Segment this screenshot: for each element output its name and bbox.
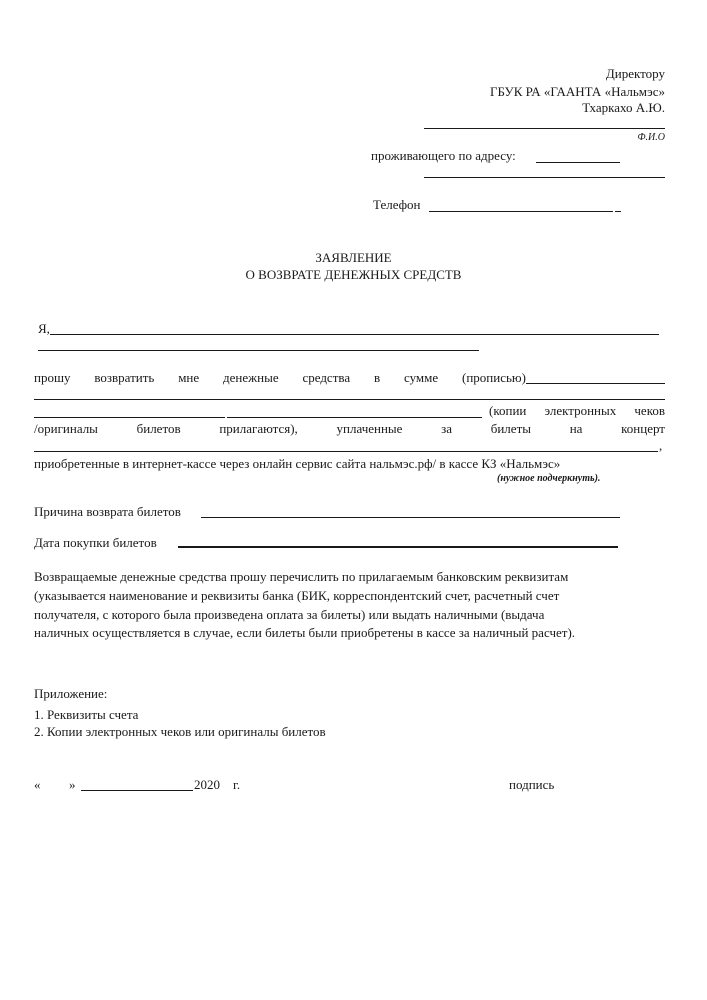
- request-text: [34, 370, 526, 386]
- request-word: денежные: [223, 370, 279, 385]
- originals-word: концерт: [621, 421, 665, 436]
- copies-word: электронных: [544, 403, 617, 418]
- originals-word: уплаченные: [336, 421, 403, 436]
- request-word: возвратить: [94, 370, 155, 385]
- date-line[interactable]: [81, 790, 193, 791]
- phone-line[interactable]: [429, 211, 613, 212]
- header-line-director-name: Тхаркахо А.Ю.: [582, 100, 665, 115]
- date-quote-close: »: [69, 777, 76, 792]
- concert-line[interactable]: [34, 451, 658, 452]
- address-line-2[interactable]: [424, 177, 665, 178]
- request-word: прошу: [34, 370, 71, 385]
- request-word: мне: [178, 370, 200, 385]
- copies-text: [489, 403, 665, 419]
- request-word: сумме: [403, 370, 439, 385]
- refund-paragraph-line-3: получателя, с которого была произведена оплата за билеты) или выдать наличными (выдача: [34, 607, 545, 622]
- header-line-organization: ГБУК РА «ГААНТА «Нальмэс»: [490, 84, 665, 99]
- date-quote-open: «: [34, 777, 41, 792]
- originals-word: на: [569, 421, 583, 436]
- reason-line[interactable]: [201, 517, 620, 518]
- address-line-1[interactable]: [536, 162, 620, 163]
- purchased-text: приобретенные в интернет-кассе через онлайн сервис сайта нальмэс.рф/ в кассе КЗ «Нальмэс»: [34, 456, 561, 471]
- amount-line-3a[interactable]: [34, 417, 225, 418]
- applicant-name-line[interactable]: [50, 334, 659, 335]
- copies-word: чеков: [634, 403, 665, 418]
- address-label: проживающего по адресу:: [371, 148, 516, 163]
- attachment-item: 2. Копии электронных чеков или оригиналы билетов: [34, 724, 326, 739]
- purchase-date-label: Дата покупки билетов: [34, 535, 157, 550]
- date-year: 2020: [194, 777, 220, 792]
- applicant-name-line-2[interactable]: [38, 350, 479, 351]
- originals-word: за: [441, 421, 453, 436]
- reason-label: Причина возврата билетов: [34, 504, 181, 519]
- attachments-title: Приложение:: [34, 686, 108, 701]
- document-title: ЗАЯВЛЕНИЕ: [315, 250, 392, 265]
- attachment-item: 1. Реквизиты счета: [34, 707, 139, 722]
- signature-label: подпись: [509, 777, 555, 792]
- header-line-director: Директору: [605, 66, 665, 81]
- originals-text: [34, 421, 665, 437]
- request-word: в: [373, 370, 381, 385]
- originals-word: билеты: [490, 421, 531, 436]
- originals-word: /оригиналы: [34, 421, 98, 436]
- date-year-suffix: г.: [233, 777, 241, 792]
- request-word: (прописью): [462, 370, 526, 385]
- refund-paragraph-line-1: Возвращаемые денежные средства прошу перечислить по прилагаемым банковским реквизитам: [34, 569, 569, 584]
- amount-line[interactable]: [526, 383, 665, 384]
- originals-word: билетов: [136, 421, 181, 436]
- copies-word: (копии: [489, 403, 527, 418]
- refund-paragraph-line-4: наличных осуществляется в случае, если билеты были приобретены в кассе за наличный расчет).: [34, 625, 576, 640]
- underline-note: (нужное подчеркнуть).: [497, 473, 601, 484]
- fio-line[interactable]: [424, 128, 665, 129]
- request-word: средства: [302, 370, 351, 385]
- refund-paragraph-line-2: (указывается наименование и реквизиты банка (БИК, корреспондентский счет, расчетный счет: [34, 588, 560, 603]
- concert-comma: ,: [659, 438, 663, 453]
- fio-caption: Ф.И.О: [637, 132, 665, 143]
- amount-line-3b[interactable]: [227, 417, 482, 418]
- originals-word: прилагаются),: [219, 421, 298, 436]
- document-subtitle: О ВОЗВРАТЕ ДЕНЕЖНЫХ СРЕДСТВ: [245, 267, 462, 282]
- amount-line-2[interactable]: [34, 399, 665, 400]
- applicant-label: Я,: [38, 321, 50, 336]
- phone-label: Телефон: [373, 197, 421, 212]
- purchase-date-line[interactable]: [178, 546, 618, 548]
- phone-line-end: [615, 211, 621, 212]
